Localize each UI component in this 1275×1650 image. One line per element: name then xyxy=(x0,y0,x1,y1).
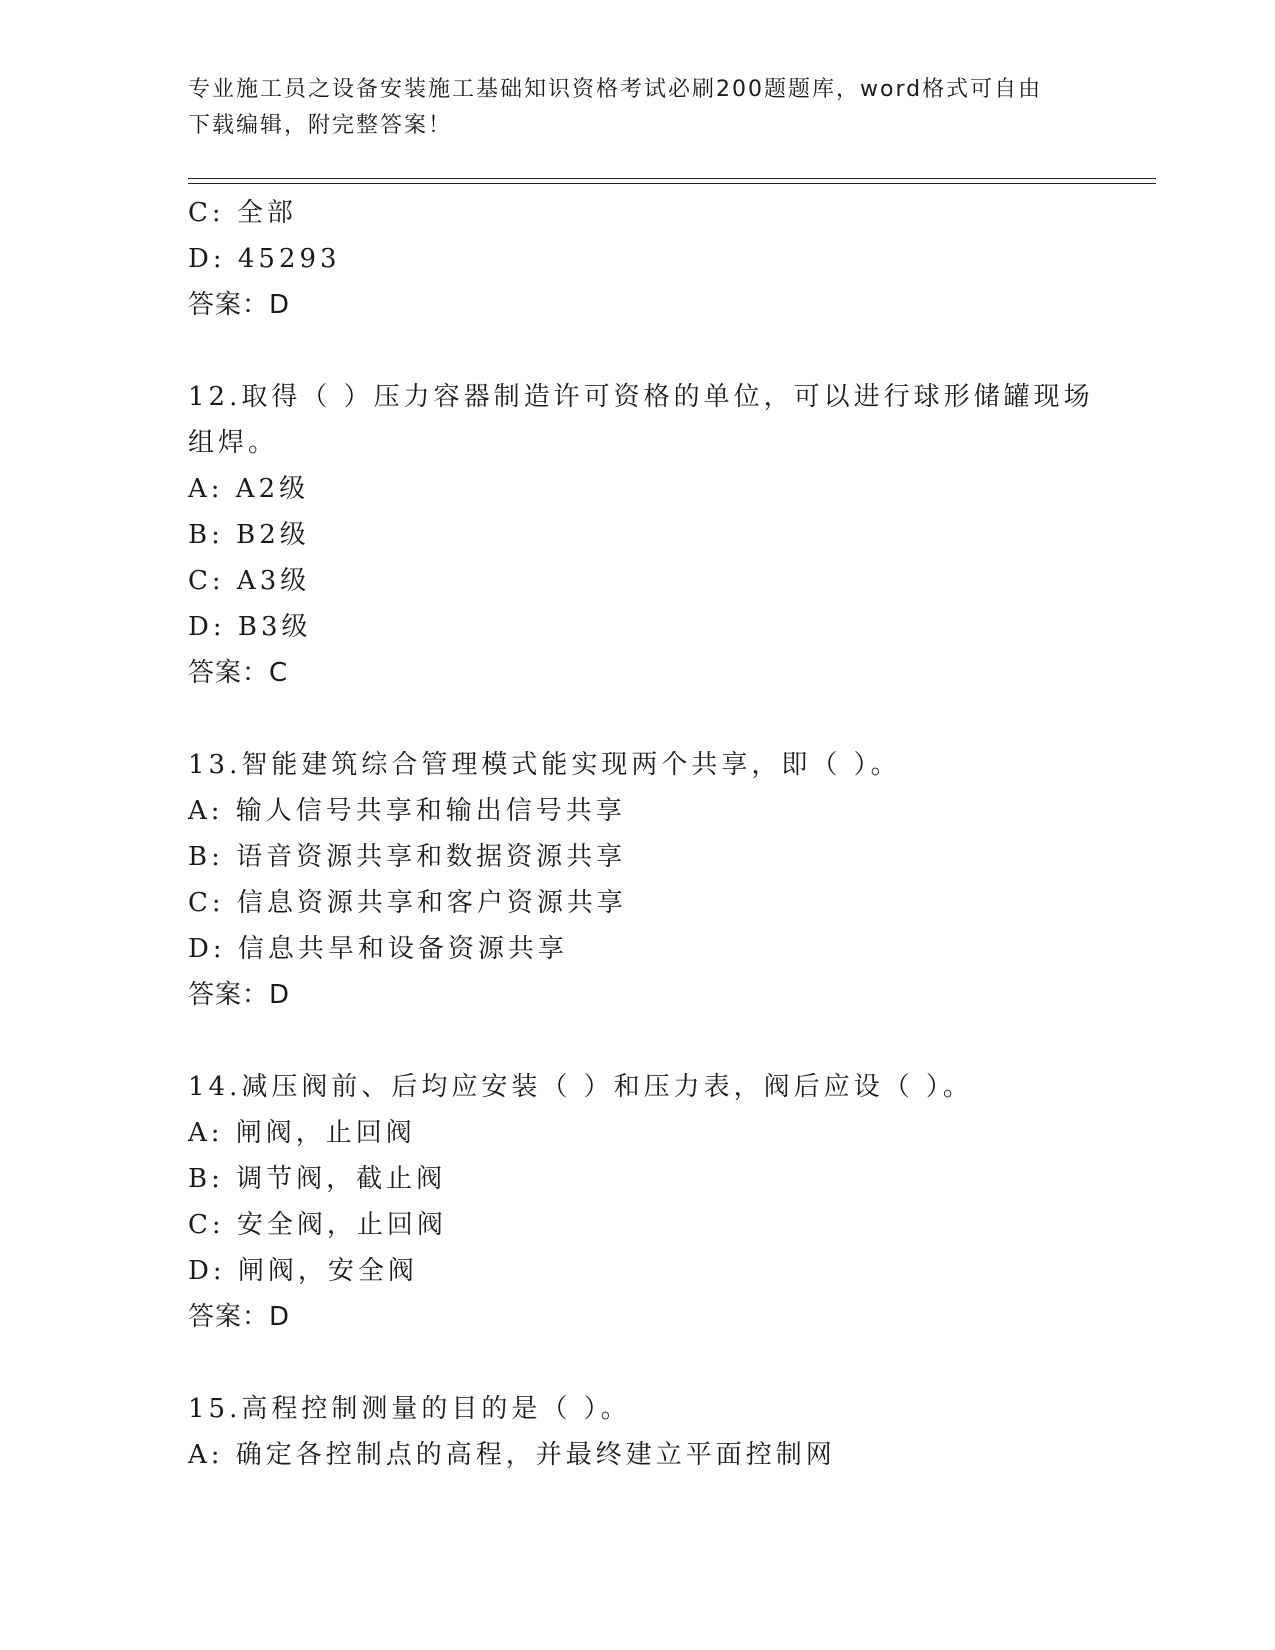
question-text-line-1: 12.取得（ ）压力容器制造许可资格的单位，可以进行球形储罐现场 xyxy=(188,382,1094,412)
answer: 答案：D xyxy=(188,290,291,320)
option-c: C: 信息资源共享和客户资源共享 xyxy=(188,888,627,918)
option-d: D: 信息共旱和设备资源共享 xyxy=(188,934,568,964)
document-header xyxy=(188,72,1088,144)
option-d: D: B3级 xyxy=(188,612,312,642)
option-b: B: 调节阀，截止阀 xyxy=(188,1164,447,1194)
spacer xyxy=(188,328,1088,374)
header-line-2: 下载编辑，附完整答案！ xyxy=(188,113,453,138)
option-c: C: 全部 xyxy=(188,198,297,228)
option-c: C: A3级 xyxy=(188,566,311,596)
option-a: A: 确定各控制点的高程，并最终建立平面控制网 xyxy=(188,1440,836,1470)
option-b: B: 语音资源共享和数据资源共享 xyxy=(188,842,627,872)
answer: 答案：C xyxy=(188,658,289,688)
option-d: D: 45293 xyxy=(188,244,341,274)
question-12 xyxy=(188,374,1094,696)
question-14 xyxy=(188,1064,1088,1340)
option-a: A: 输人信号共享和输出信号共享 xyxy=(188,796,626,826)
option-a: A: 闸阀，止回阀 xyxy=(188,1118,416,1148)
spacer xyxy=(188,1018,1088,1064)
question-11 xyxy=(188,190,1088,328)
option-b: B: B2级 xyxy=(188,520,310,550)
question-15 xyxy=(188,1386,1088,1478)
header-divider-bottom xyxy=(188,183,1156,184)
answer: 答案：D xyxy=(188,1302,291,1332)
option-d: D: 闸阀，安全阀 xyxy=(188,1256,418,1286)
header-divider-top xyxy=(188,178,1156,179)
question-text: 14.减压阀前、后均应安装（ ）和压力表，阀后应设（ ）。 xyxy=(188,1072,973,1102)
header-line-1: 专业施工员之设备安装施工基础知识资格考试必刷200题题库，word格式可自由 xyxy=(188,77,1043,102)
question-13 xyxy=(188,742,1088,1018)
option-c: C: 安全阀，止回阀 xyxy=(188,1210,447,1240)
spacer xyxy=(188,696,1088,742)
option-a: A: A2级 xyxy=(188,474,310,504)
spacer xyxy=(188,1340,1088,1386)
answer: 答案：D xyxy=(188,980,291,1010)
question-list xyxy=(188,190,1094,1478)
question-text-line-2: 组焊。 xyxy=(188,428,279,458)
question-text: 15.高程控制测量的目的是（ ）。 xyxy=(188,1394,631,1424)
question-text: 13.智能建筑综合管理模式能实现两个共享，即（ ）。 xyxy=(188,750,901,780)
